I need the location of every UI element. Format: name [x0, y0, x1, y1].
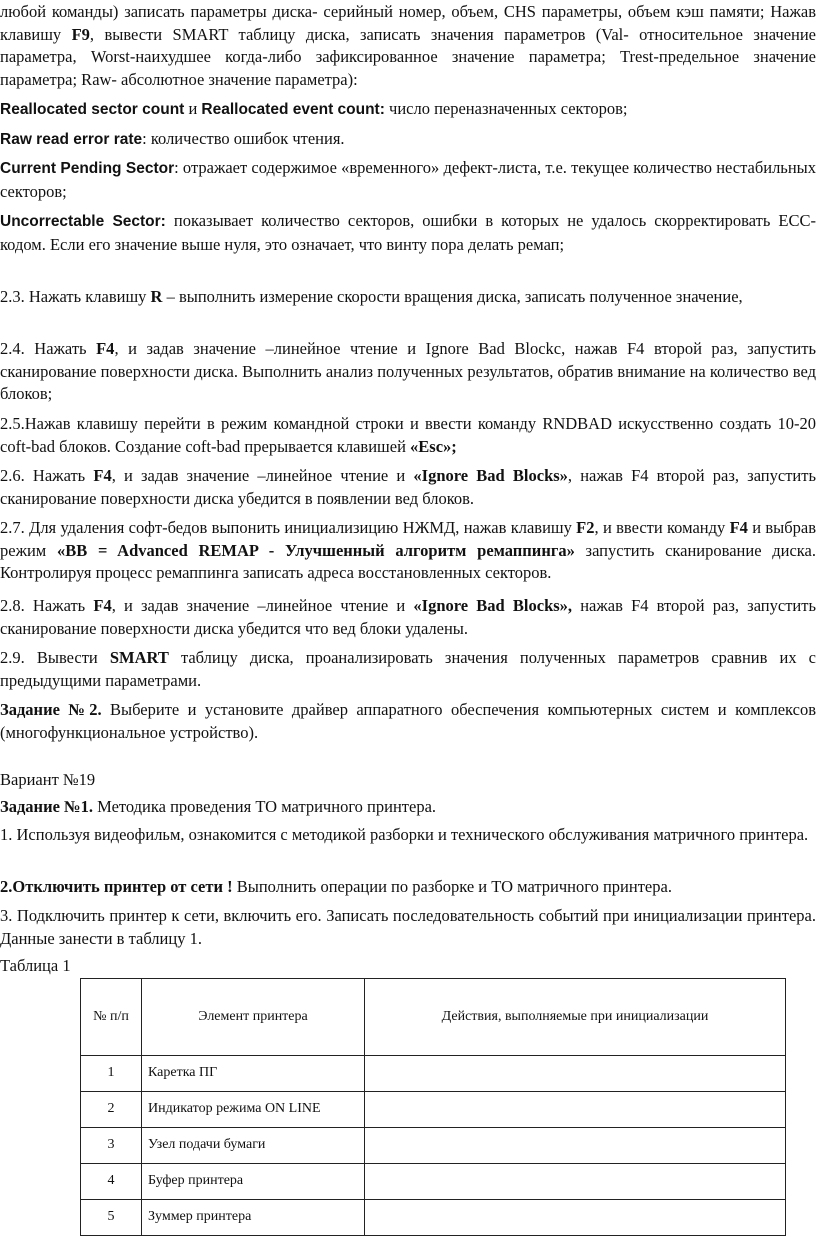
- def-conj: и: [184, 99, 202, 118]
- mode-advanced-remap: «BB = Advanced REMAP - Улучшенный алгоритм ремаппинга»: [56, 540, 575, 560]
- def-term: Reallocated sector count: [0, 101, 185, 118]
- step-text: , и ввести команду: [594, 518, 730, 537]
- def-text: число переназначенных секторов;: [384, 99, 628, 118]
- step-2-3: [0, 286, 816, 309]
- printer-init-table: [80, 978, 786, 1236]
- intro-paragraph: [0, 1, 816, 91]
- key-r: R: [150, 287, 163, 306]
- item-text: Выполнить операции по разборке и ТО матричного принтера.: [232, 877, 672, 896]
- col-header-number: № п/п: [81, 979, 142, 1056]
- row-number: 1: [81, 1056, 142, 1092]
- def-reallocated: [0, 98, 816, 122]
- key-f4: F4: [96, 339, 115, 358]
- step-text: – выполнить измерение скорости вращения диска, записать полученное значение,: [162, 287, 743, 306]
- task-label: Задание №1.: [0, 797, 93, 816]
- item-3: [0, 905, 816, 950]
- row-action-cell[interactable]: [365, 1128, 786, 1164]
- step-2-9: [0, 647, 816, 692]
- step-text: 2.4. Нажать: [0, 339, 97, 358]
- row-action-cell[interactable]: [365, 1056, 786, 1092]
- row-number: 2: [81, 1092, 142, 1128]
- key-f4: F4: [93, 466, 112, 485]
- task-1: [0, 796, 816, 819]
- row-element: Зуммер принтера: [142, 1200, 365, 1236]
- task-text: Выберите и установите драйвер аппаратного обеспечения компьютерных систем и комплексов (многофункциональное устройство).: [0, 700, 816, 742]
- key-f2: F2: [576, 518, 595, 537]
- task-text: Методика проведения ТО матричного принтера.: [92, 797, 437, 816]
- def-text: : отражает содержимое «временного» дефект-листа, т.е. текущее количество нестабильных секторов;: [0, 158, 816, 201]
- key-esc: «Esc»;: [410, 436, 457, 456]
- intro-text-2: , вывести SMART таблицу диска, записать значения параметров (Val- относительное значение параметра, Worst-наихудшее когда-либо зафиксированное значение параметра; Trest-предельное значение параметра; Raw- абсолютное значение параметра):: [0, 24, 816, 89]
- item-1: [0, 824, 816, 847]
- row-number: 4: [81, 1164, 142, 1200]
- item-text: 3. Подключить принтер к сети, включить его. Записать последовательность событий при инициализации принтера. Данные занести в таблицу 1.: [0, 906, 816, 948]
- def-term: Raw read error rate: [0, 131, 143, 148]
- table-row: [81, 1128, 786, 1164]
- row-number: 3: [81, 1128, 142, 1164]
- step-text: , и задав значение –линейное чтение и Ignore Bad Blockc, нажав F4 второй раз, запустить сканирование поверхности диска. Выполнить анализ полученных результатов, обратив внимание на количество вед блоков;: [0, 339, 816, 403]
- warning-disconnect: 2.Отключить принтер от сети !: [0, 877, 233, 896]
- variant-heading: [0, 769, 816, 792]
- step-text: , и задав значение –линейное чтение и: [111, 596, 414, 615]
- key-f9: F9: [71, 24, 90, 44]
- step-text: 2.5.Нажав клавишу перейти в режим командной строки и ввести команду RNDBAD искусственно создать 10-20 coft-bad блоков. Создание coft-bad прерывается клавишей: [0, 414, 816, 456]
- step-text: , и задав значение –линейное чтение и: [111, 466, 414, 485]
- def-term: Current Pending Sector: [0, 160, 175, 177]
- col-header-element: Элемент принтера: [142, 979, 365, 1056]
- intro-text-1: любой команды) записать параметры диска- серийный номер, объем, CHS параметры, объем кэш памяти; Нажав клавишу: [0, 2, 816, 44]
- row-element: Каретка ПГ: [142, 1056, 365, 1092]
- step-text: запустить сканирование диска. Контролируя процесс ремаппинга записать адреса восстановленных секторов.: [0, 540, 816, 582]
- step-2-4: [0, 338, 816, 406]
- table-row: [81, 1092, 786, 1128]
- def-text: показывает количество секторов, ошибки в которых не удалось скорректировать ЕСС-кодом. Если его значение выше нуля, это означает, что винту пора делать ремап;: [0, 211, 816, 254]
- row-action-cell[interactable]: [365, 1164, 786, 1200]
- step-2-7: [0, 517, 816, 585]
- row-element: Индикатор режима ON LINE: [142, 1092, 365, 1128]
- step-text: 2.9. Вывести: [0, 648, 110, 667]
- step-2-5: [0, 413, 816, 458]
- row-number: 5: [81, 1200, 142, 1236]
- step-text: 2.7. Для удаления софт-бедов выпонить инициализицию НЖМД, нажав клавишу: [0, 518, 577, 537]
- caption-text: Таблица 1: [0, 956, 71, 975]
- table-header-row: [81, 979, 786, 1056]
- def-text: : количество ошибок чтения.: [142, 129, 345, 148]
- step-text: и выбрав режим: [0, 518, 816, 560]
- item-text: 1. Используя видеофильм, ознакомится с методикой разборки и технического обслуживания матричного принтера.: [0, 825, 809, 844]
- def-uncorrectable: [0, 210, 816, 256]
- step-2-6: [0, 465, 816, 510]
- task-label: Задание №2.: [0, 700, 102, 719]
- def-term: Uncorrectable Sector:: [0, 213, 166, 230]
- row-element: Буфер принтера: [142, 1164, 365, 1200]
- row-action-cell[interactable]: [365, 1092, 786, 1128]
- step-text: нажав F4 второй раз, запустить сканирование поверхности диска убедится что вед блоки удалены.: [0, 596, 816, 638]
- table-row: [81, 1164, 786, 1200]
- def-term-2: Reallocated event count:: [201, 101, 385, 118]
- table-row: [81, 1056, 786, 1092]
- row-action-cell[interactable]: [365, 1200, 786, 1236]
- step-2-8: [0, 595, 816, 640]
- key-f4: F4: [93, 596, 112, 615]
- step-text: 2.8. Нажать: [0, 596, 94, 615]
- task-2: [0, 699, 816, 744]
- table-row: [81, 1200, 786, 1236]
- col-header-actions: Действия, выполняемые при инициализации: [365, 979, 786, 1056]
- term-smart: SMART: [109, 648, 169, 667]
- step-text: 2.3. Нажать клавишу: [0, 287, 151, 306]
- item-2: [0, 876, 816, 899]
- key-f4: F4: [729, 518, 748, 537]
- step-text: 2.6. Нажать: [0, 466, 94, 485]
- def-raw-read: [0, 128, 816, 152]
- mode-ignore-bad-blocks: «Ignore Bad Blocks»,: [413, 596, 573, 615]
- row-element: Узел подачи бумаги: [142, 1128, 365, 1164]
- table-caption: [0, 955, 816, 978]
- variant-text: Вариант №19: [0, 770, 96, 789]
- mode-ignore-bad-blocks: «Ignore Bad Blocks»: [413, 466, 568, 485]
- def-pending: [0, 157, 816, 203]
- step-text: , нажав F4 второй раз, запустить сканирование поверхности диска убедится в появлении вед блоков.: [0, 466, 816, 508]
- step-text: таблицу диска, проанализировать значения полученных параметров сравнив их с предыдущими параметрами.: [0, 648, 816, 690]
